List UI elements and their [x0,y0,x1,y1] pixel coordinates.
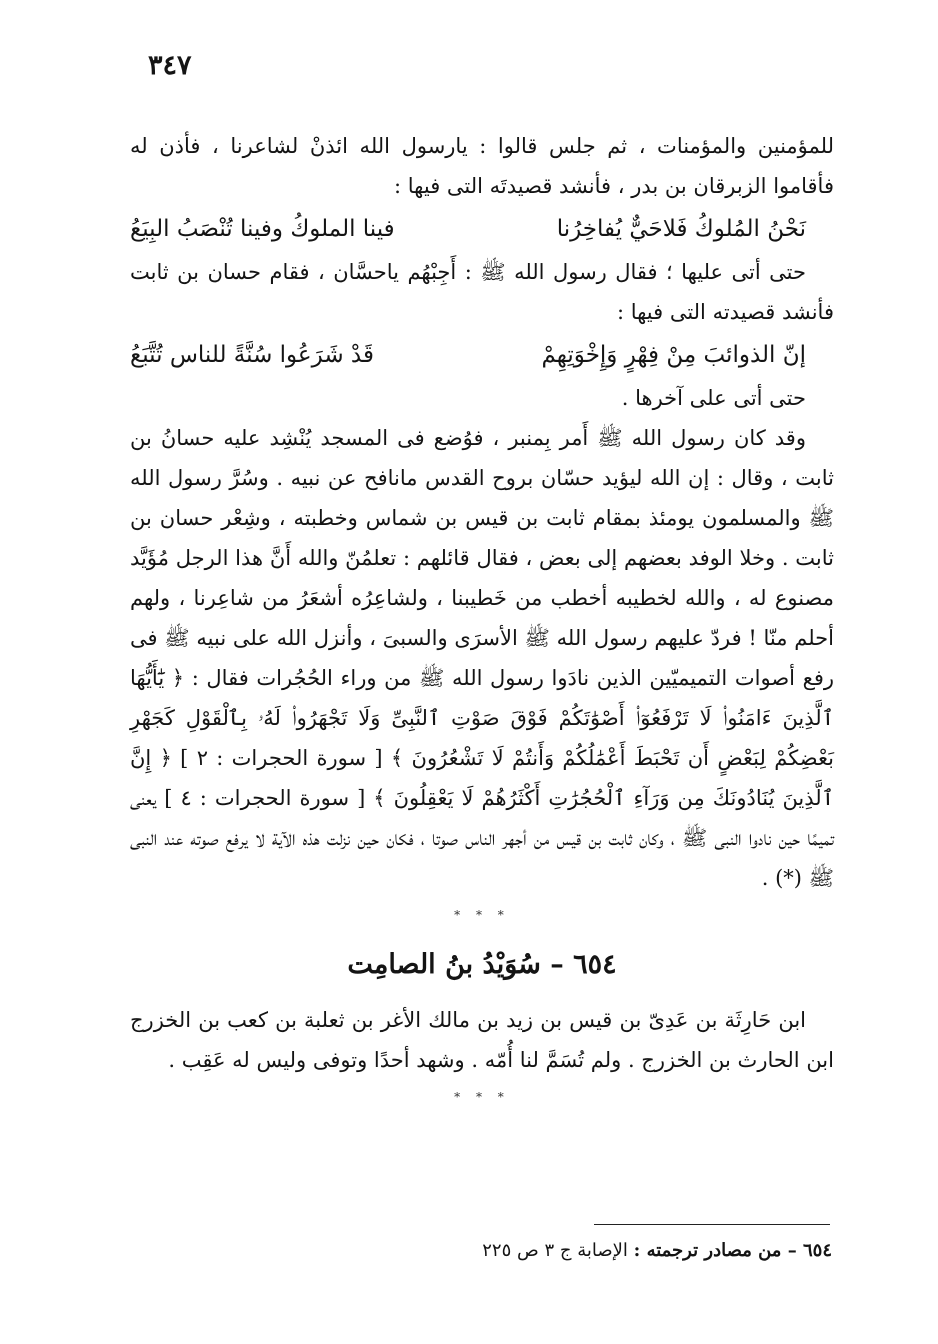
poem-verse-2-first-hemistich: إنّ الذوائبَ مِنْ فِهْرٍ وَإِخْوَتِهِمْ [541,342,806,368]
paragraph-hassan-reply: حتى أتى عليها ؛ فقال رسول الله ﷺ : أَجِبْهُم ياحسَّان ، فقام حسان بن ثابت فأنشد قصيدته التى فيها : [130,260,834,324]
page-number: ٣٤٧ [148,50,192,81]
footnote-text: الإصابة ج ٣ ص ٢٢٥ [482,1240,628,1261]
separator-stars: * * * [454,908,510,922]
poem-verse-1-second-hemistich: فينا الملوكُ وفينا تُنْصَبُ البِيَعُ [130,216,395,242]
separator-stars: * * * [454,1090,510,1104]
footnote-rule [594,1224,830,1225]
poem-verse-2 [130,332,834,378]
footnote-label: ٦٥٤ – من مصادر ترجمته : [633,1240,832,1261]
paragraph-lineage: ابن حَارِثَة بن عَدِىّ بن قيس بن زيد بن مالك الأغر بن ثعلبة بن كعب بن الخزرج ابن الحارث بن الخزرج . ولم تُسَمَّ لنا أُمّه . وشهد أحدًا وتوفى وليس له عَقِب . [130,1008,834,1072]
footnote [300,1236,832,1266]
poem-verse-1-first-hemistich: نَحْنُ المُلوكُ فَلاحَيٌّ يُفاخِرُنا [556,216,806,242]
entry-heading: ٦٥٤ – سُوَيْدُ بنُ الصامِت [347,949,617,980]
paragraph-poem-end: حتى أتى على آخرها . [621,386,806,410]
page-body [130,126,834,1114]
paragraph-continuation: للمؤمنين والمؤمنات ، ثم جلس قالوا : يارسول الله ائذنْ لشاعرنا ، فأذن له فأقاموا الزبرقان بن بدر ، فأنشد قصيدتَه التى فيها : [130,134,834,198]
poem-verse-1 [130,206,834,252]
paragraph-minbar: وقد كان رسول الله ﷺ أَمر بِمنبر ، فوُضع فى المسجد يُنْشِد عليه حسانُ بن ثابت ، وقال : إن الله ليؤيد حسّان بروح القدس مانافح عن نبيه . وسُرَّ رسول الله ﷺ والمسلمون يومئذ بمقام ثابت بن قيس بن شماس وخطبته ، وشِعْر حسان بن ثابت . وخلا الوفد بعضهم إلى بعض ، فقال قائلهم : تعلمُنّ والله أَنَّ هذا الرجل مُؤَيَّد مصنوع له ، والله لخطيبه أخطب من خَطيبنا ، ولشاعِرُه أشعَرُ من شاعِرنا ، ولهم أحلم منّا ! فردّ عليهم رسول الله ﷺ الأسرَى والسبىَ ، وأنزل الله على نبيه ﷺ فى رفع أصوات التميميّين الذين نادَوا رسول الله ﷺ من وراء الحُجُرات فقال : ﴿ يَٰٓأَيُّهَا ٱلَّذِينَ ءَامَنُوا۟ لَا تَرْفَعُوٓا۟ أَصْوَٰتَكُمْ فَوْقَ صَوْتِ ٱلنَّبِىِّ وَلَا تَجْهَرُوا۟ لَهُۥ بِٱلْقَوْلِ كَجَهْرِ بَعْضِكُمْ لِبَعْضٍ أَن تَحْبَطَ أَعْمَٰلُكُمْ وَأَنتُمْ لَا تَشْعُرُونَ ﴾ [ سورة الحجرات : ٢ ] ﴿ إِنَّ ٱلَّذِينَ يُنَادُونَكَ مِن وَرَآءِ ٱلْحُجُرَٰتِ أَكْثَرُهُمْ لَا يَعْقِلُونَ ﴾ [ سورة الحجرات : ٤ ] يعنى تميمًا حين نادوا النبى ﷺ ، وكان ثابت بن قيس من أجهر الناس صوتا ، فكان حين نزلت هذه الآية لا يرفع صوته عند النبى ﷺ (*) . [130,426,835,890]
poem-verse-2-second-hemistich: قَدْ شَرَعُوا سُنَّةً للناس تُتَّبَعُ [130,342,374,368]
